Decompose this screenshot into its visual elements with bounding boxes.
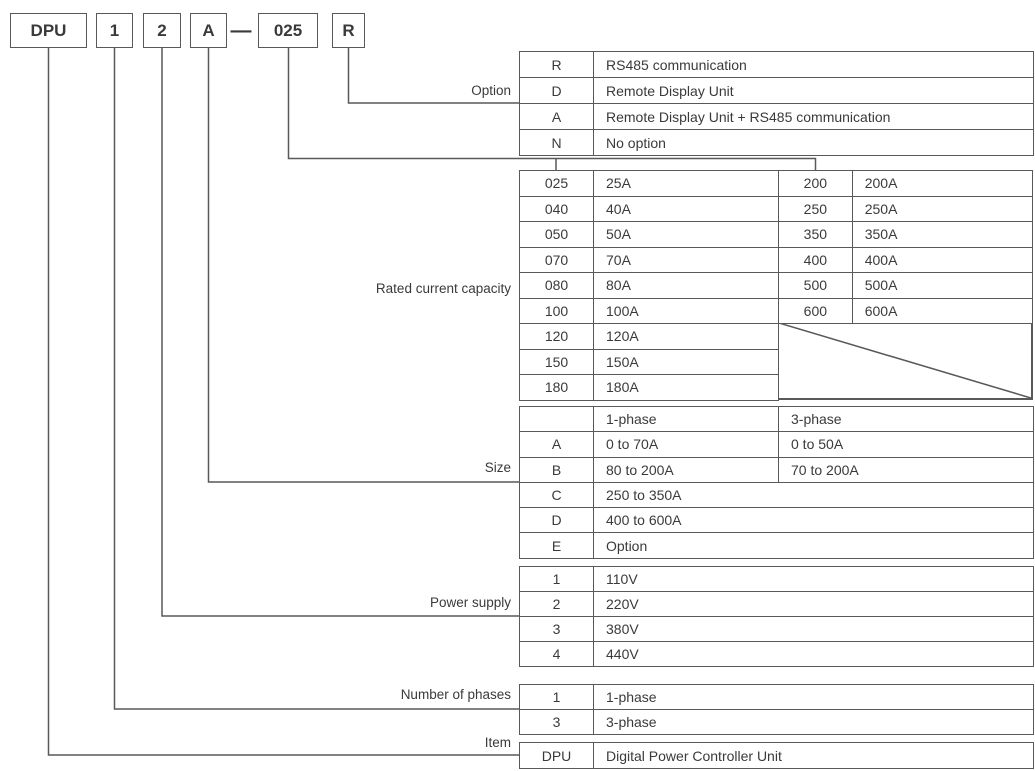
code-cell: 080 <box>520 273 594 299</box>
table-row <box>520 710 1034 735</box>
table-row <box>520 130 1034 156</box>
desc-cell: 3-phase <box>594 710 1034 735</box>
desc-cell: 440V <box>594 642 1034 667</box>
code-cell: 2 <box>520 592 594 617</box>
table-row <box>520 642 1034 667</box>
table-row <box>520 171 779 197</box>
code-cell: A <box>520 104 594 130</box>
code-cell: 100 <box>520 298 594 324</box>
desc-cell: 180A <box>594 375 779 401</box>
desc-cell: Digital Power Controller Unit <box>594 743 1034 769</box>
table-row <box>520 273 779 299</box>
code-cell: N <box>520 130 594 156</box>
code-cell-empty <box>520 407 594 432</box>
desc-cell: RS485 communication <box>594 52 1034 78</box>
code-box-item: DPU <box>10 13 87 48</box>
desc-cell: 1-phase <box>594 685 1034 710</box>
table-row <box>520 567 1034 592</box>
desc-cell: 400 to 600A <box>594 508 1034 533</box>
desc-cell: 110V <box>594 567 1034 592</box>
code-cell: R <box>520 52 594 78</box>
desc-cell: 200A <box>852 171 1032 197</box>
option-table <box>519 51 1034 156</box>
code-cell: D <box>520 78 594 104</box>
table-row <box>779 196 1033 222</box>
desc-cell: 100A <box>594 298 779 324</box>
code-box-phases: 1 <box>96 13 133 48</box>
table-row <box>520 375 779 401</box>
code-cell: 1 <box>520 685 594 710</box>
desc-cell: 350A <box>852 222 1032 248</box>
code-cell: 4 <box>520 642 594 667</box>
phases-table <box>519 684 1034 735</box>
rated-current-left-table <box>519 170 779 401</box>
desc-cell: Remote Display Unit + RS485 communication <box>594 104 1034 130</box>
table-row <box>520 324 779 350</box>
table-row <box>520 349 779 375</box>
code-cell: 180 <box>520 375 594 401</box>
rated-current-right-table <box>778 170 1033 324</box>
table-row <box>520 432 1034 457</box>
code-cell: 3 <box>520 710 594 735</box>
desc-cell: 80 to 200A <box>594 457 779 482</box>
code-cell: C <box>520 482 594 507</box>
desc-cell: 400A <box>852 247 1032 273</box>
code-cell: 1 <box>520 567 594 592</box>
connector-power <box>162 48 520 616</box>
code-cell: 350 <box>779 222 853 248</box>
table-row <box>520 247 779 273</box>
table-row <box>520 508 1034 533</box>
desc-cell: 120A <box>594 324 779 350</box>
not-applicable-region <box>778 323 1033 400</box>
item-table <box>519 742 1034 769</box>
column-header: 3-phase <box>779 407 1034 432</box>
desc-cell: 25A <box>594 171 779 197</box>
table-row <box>520 222 779 248</box>
desc-cell: 500A <box>852 273 1032 299</box>
code-cell: 3 <box>520 617 594 642</box>
table-row <box>520 743 1034 769</box>
label-power-supply: Power supply <box>429 595 511 610</box>
label-phases: Number of phases <box>400 687 511 702</box>
table-row <box>779 298 1033 324</box>
desc-cell: 250 to 350A <box>594 482 1034 507</box>
power-supply-table <box>519 566 1034 667</box>
desc-cell: 0 to 70A <box>594 432 779 457</box>
code-cell: DPU <box>520 743 594 769</box>
table-row <box>520 78 1034 104</box>
desc-cell: 250A <box>852 196 1032 222</box>
label-size: Size <box>484 460 511 475</box>
code-box-option: R <box>332 13 365 48</box>
desc-cell: 70A <box>594 247 779 273</box>
separator-dash: — <box>230 18 252 42</box>
desc-cell: 80A <box>594 273 779 299</box>
code-cell: 250 <box>779 196 853 222</box>
table-row <box>520 533 1034 558</box>
table-row <box>520 482 1034 507</box>
diagonal-line <box>779 323 1031 398</box>
desc-cell: No option <box>594 130 1034 156</box>
code-cell: 070 <box>520 247 594 273</box>
column-header: 1-phase <box>594 407 779 432</box>
code-cell: 120 <box>520 324 594 350</box>
code-box-power: 2 <box>143 13 181 48</box>
connector-size <box>209 48 521 482</box>
code-box-current: 025 <box>258 13 318 48</box>
connector-item <box>49 48 521 755</box>
table-row <box>779 273 1033 299</box>
code-cell: 040 <box>520 196 594 222</box>
desc-cell: 70 to 200A <box>779 457 1034 482</box>
table-row <box>520 104 1034 130</box>
desc-cell: 380V <box>594 617 1034 642</box>
desc-cell: Remote Display Unit <box>594 78 1034 104</box>
code-cell: E <box>520 533 594 558</box>
size-table <box>519 406 1034 559</box>
code-cell: B <box>520 457 594 482</box>
table-row <box>520 457 1034 482</box>
code-cell: 150 <box>520 349 594 375</box>
code-cell: D <box>520 508 594 533</box>
table-row <box>520 196 779 222</box>
desc-cell: Option <box>594 533 1034 558</box>
table-row <box>520 617 1034 642</box>
table-row <box>779 247 1033 273</box>
code-cell: 600 <box>779 298 853 324</box>
label-rated-current: Rated current capacity <box>375 281 511 296</box>
desc-cell: 0 to 50A <box>779 432 1034 457</box>
desc-cell: 220V <box>594 592 1034 617</box>
rated-current-table <box>519 170 1033 400</box>
code-cell: 025 <box>520 171 594 197</box>
table-row <box>520 685 1034 710</box>
table-row <box>520 298 779 324</box>
desc-cell: 40A <box>594 196 779 222</box>
label-item: Item <box>484 735 511 750</box>
table-row <box>520 407 1034 432</box>
code-cell: 200 <box>779 171 853 197</box>
table-row <box>520 52 1034 78</box>
code-box-size: A <box>190 13 227 48</box>
code-cell: 050 <box>520 222 594 248</box>
desc-cell: 50A <box>594 222 779 248</box>
code-cell: 500 <box>779 273 853 299</box>
code-cell: A <box>520 432 594 457</box>
code-cell: 400 <box>779 247 853 273</box>
table-row <box>779 171 1033 197</box>
desc-cell: 600A <box>852 298 1032 324</box>
table-row <box>779 222 1033 248</box>
label-option: Option <box>471 83 511 98</box>
table-row <box>520 592 1034 617</box>
desc-cell: 150A <box>594 349 779 375</box>
